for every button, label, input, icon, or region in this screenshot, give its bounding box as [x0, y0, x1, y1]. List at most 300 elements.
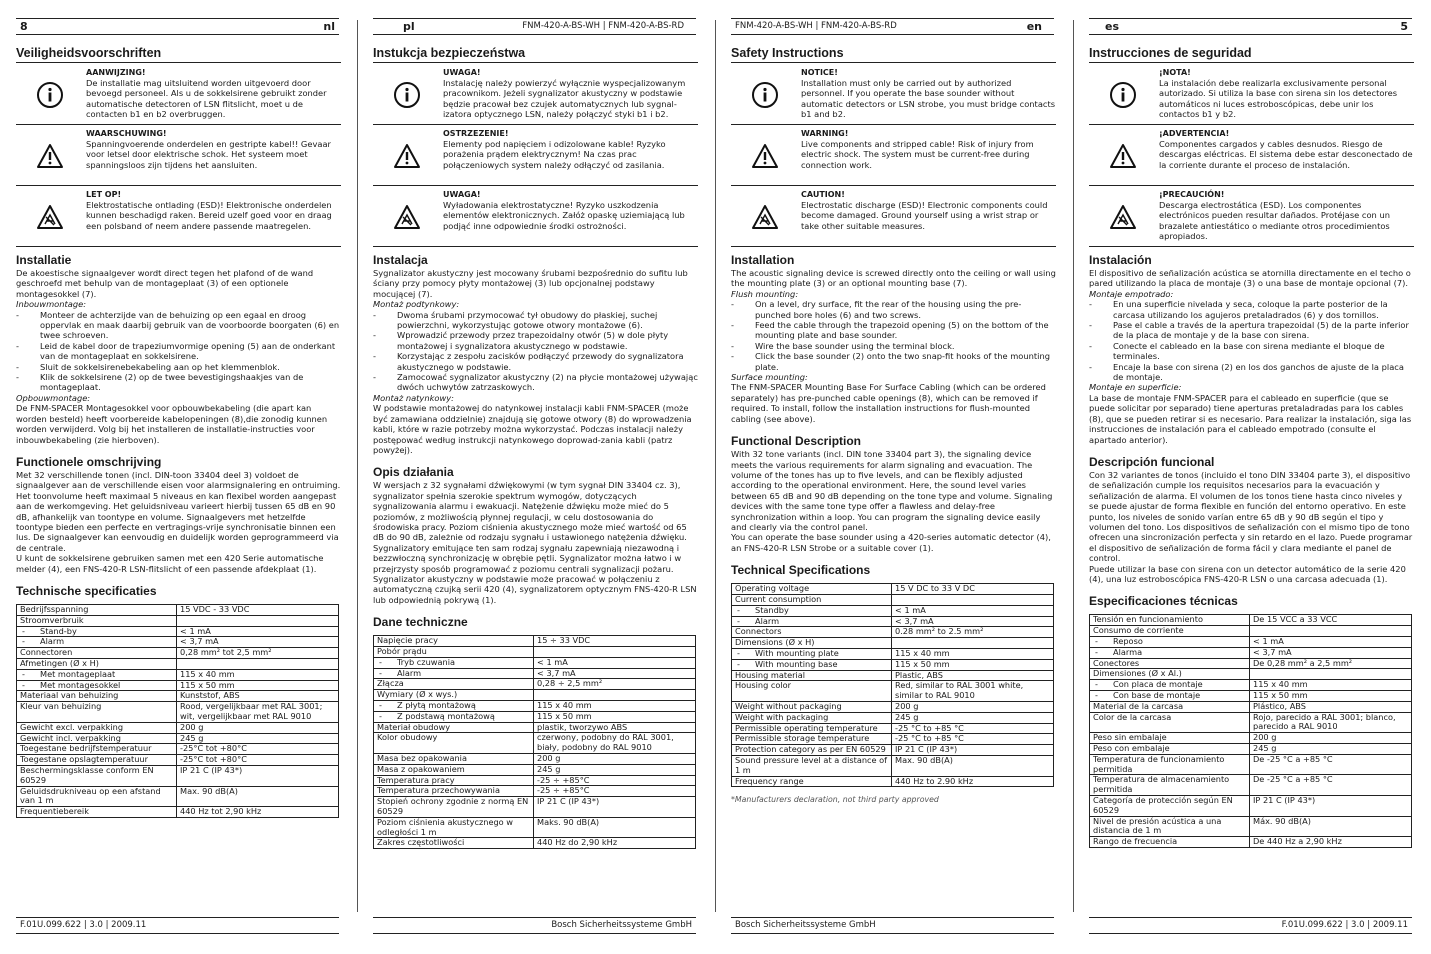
- table-row: [17, 744, 339, 755]
- spec-value: 440 Hz to 2.90 kHz: [892, 776, 1054, 787]
- table-row: [1090, 795, 1412, 816]
- list-item: - Encaje la base con sirena (2) en los dos ganchos de ajuste de la placa de montaje.: [1089, 362, 1414, 383]
- table-row: [374, 722, 696, 733]
- notice-title: LET OP!: [86, 190, 122, 199]
- spec-value: 440 Hz do 2,90 kHz: [534, 838, 696, 849]
- spec-label: Toegestane opslagtemperatuur: [17, 755, 177, 766]
- spec-label: Material de la carcasa: [1090, 701, 1250, 712]
- notice-text: Elementy pod napięciem i odizolowane kable! Ryzyko porażenia prądem elektrycznym! Na czas prac połączeniowych system należy odłączyć od zasilania.: [443, 139, 666, 170]
- func-title: Descripción funcional: [1089, 454, 1215, 469]
- spec-label: Operating voltage: [732, 584, 892, 595]
- spec-value: 115 x 40 mm: [1250, 680, 1412, 691]
- spec-label: - Alarm: [374, 668, 534, 679]
- spec-label: Temperatura pracy: [374, 775, 534, 786]
- table-row: [732, 755, 1054, 776]
- spec-value: 115 x 50 mm: [534, 711, 696, 722]
- spec-label: Peso con embalaje: [1090, 743, 1250, 754]
- notice-box: [731, 189, 1056, 247]
- table-row: [1090, 615, 1412, 626]
- spec-value: 0.28 mm² to 2.5 mm²: [892, 627, 1054, 638]
- spec-label: Peso sin embalaje: [1090, 733, 1250, 744]
- table-row: [17, 807, 339, 818]
- safety-title: Veiligheidsvoorschriften: [16, 46, 341, 63]
- table-row: [732, 712, 1054, 723]
- spec-label: - Stand-by: [17, 626, 177, 637]
- footer-right: Bosch Sicherheitssysteme GmbH: [551, 920, 692, 930]
- notice-text: Installation must only be carried out by authorized personnel. If you operate the base sounder without automatic detectors or LSN strobe, you must bridge contacts b1 and b2.: [801, 78, 1056, 120]
- list-item: - Wire the base sounder using the terminal block.: [731, 341, 1056, 351]
- table-row: [374, 657, 696, 668]
- table-row: [732, 584, 1054, 595]
- spec-value: 115 x 50 mm: [177, 680, 339, 691]
- list-item: - Feed the cable through the trapezoid opening (5) on the bottom of the mounting plate and base sounder.: [731, 320, 1056, 341]
- table-row: [17, 722, 339, 733]
- notice-title: ¡NOTA!: [1159, 68, 1191, 77]
- page-header: [1089, 18, 1412, 35]
- spec-label: Frequentiebereik: [17, 807, 177, 818]
- install-intro: De akoestische signaalgever wordt direct tegen het plafond of de wand geschroefd met behulp van de montageplaat (3) of een optionele montagesokkel (7).: [16, 268, 314, 299]
- spec-label: Beschermingsklasse conform EN 60529: [17, 765, 177, 786]
- spec-value: Plástico, ABS: [1250, 701, 1412, 712]
- table-row: [1090, 690, 1412, 701]
- table-row: [17, 648, 339, 659]
- func-title: Opis działania: [373, 465, 454, 480]
- table-row: [1090, 712, 1412, 733]
- spec-label: Kleur van behuizing: [17, 702, 177, 723]
- spec-title: Technical Specifications: [731, 563, 871, 578]
- table-row: [374, 764, 696, 775]
- spec-label: Permissible operating temperature: [732, 723, 892, 734]
- spec-label: Materiał obudowy: [374, 722, 534, 733]
- spec-value: 440 Hz tot 2,90 kHz: [177, 807, 339, 818]
- table-row: [374, 636, 696, 647]
- table-row: [732, 701, 1054, 712]
- flush-title: Flush mounting:: [731, 288, 799, 299]
- spec-value: 15 V DC to 33 V DC: [892, 584, 1054, 595]
- flush-steps: [1089, 299, 1414, 382]
- spec-value: 245 g: [892, 712, 1054, 723]
- table-row: [17, 786, 339, 807]
- notice-title: ¡ADVERTENCIA!: [1159, 129, 1230, 138]
- info-icon: [751, 81, 779, 109]
- table-row: [17, 626, 339, 637]
- spec-value: < 1 mA: [177, 626, 339, 637]
- table-row: [732, 659, 1054, 670]
- spec-label: - Alarma: [1090, 647, 1250, 658]
- spec-value: 115 x 40 mm: [892, 648, 1054, 659]
- spec-value: 115 x 40 mm: [177, 669, 339, 680]
- info-icon: [393, 81, 421, 109]
- spec-title: Especificaciones técnicas: [1089, 594, 1238, 609]
- spec-value: 200 g: [177, 722, 339, 733]
- spec-label: Materiaal van behuizing: [17, 691, 177, 702]
- spec-label: Protection category as per EN 60529: [732, 745, 892, 756]
- table-row: [1090, 636, 1412, 647]
- spec-label: Weight with packaging: [732, 712, 892, 723]
- spec-label: Frequency range: [732, 776, 892, 787]
- table-row: [374, 700, 696, 711]
- spec-value: [1250, 626, 1412, 637]
- list-item: - En una superficie nivelada y seca, coloque la parte posterior de la carcasa utilizando los agujeros pretaladrados (6) y dos tornillos.: [1089, 299, 1414, 320]
- table-row: [17, 765, 339, 786]
- surface-text: The FNM-SPACER Mounting Base For Surface Cabling (which can be ordered separately) has pre-punched cable openings (8), which can be removed if required. To install, follow the installation instructions for flush-mounted cabling (see above).: [731, 382, 1046, 424]
- flush-steps: [373, 310, 698, 393]
- spec-title: Dane techniczne: [373, 615, 468, 630]
- spec-table: [16, 604, 339, 818]
- spec-label: - Standby: [732, 605, 892, 616]
- list-item: - On a level, dry surface, fit the rear of the housing using the pre-punched bore holes (6) and two screws.: [731, 299, 1056, 320]
- spec-label: Poziom ciśnienia akustycznego w odległości 1 m: [374, 817, 534, 838]
- spec-value: 0,28 ÷ 2,5 mm²: [534, 679, 696, 690]
- table-row: [1090, 837, 1412, 848]
- esd-warning-icon: [751, 203, 779, 231]
- spec-label: Stroomverbruik: [17, 615, 177, 626]
- table-row: [732, 616, 1054, 627]
- spec-label: - Met montageplaat: [17, 669, 177, 680]
- spec-label: Weight without packaging: [732, 701, 892, 712]
- table-row: [1090, 701, 1412, 712]
- notice-title: AANWIJZING!: [86, 68, 146, 77]
- spec-label: Afmetingen (Ø x H): [17, 658, 177, 669]
- page-footer: [731, 917, 1054, 934]
- spec-value: De -25 °C a +85 °C: [1250, 775, 1412, 796]
- page-pl: [373, 0, 713, 954]
- footer-left: F.01U.099.622 | 3.0 | 2009.11: [20, 920, 147, 930]
- warning-icon: [36, 142, 64, 170]
- spec-label: Napięcie pracy: [374, 636, 534, 647]
- table-row: [374, 690, 696, 701]
- table-row: [732, 723, 1054, 734]
- notice-title: ¡PRECAUCIÓN!: [1159, 190, 1225, 199]
- spec-label: - With mounting plate: [732, 648, 892, 659]
- func-title: Functional Description: [731, 434, 862, 449]
- spec-label: - Z podstawą montażową: [374, 711, 534, 722]
- spec-label: Sound pressure level at a distance of 1 m: [732, 755, 892, 776]
- spec-value: Máx. 90 dB(A): [1250, 816, 1412, 837]
- spec-value: -25°C tot +80°C: [177, 755, 339, 766]
- spec-value: < 1 mA: [1250, 636, 1412, 647]
- notice-box: [373, 128, 698, 186]
- spec-label: - Con base de montaje: [1090, 690, 1250, 701]
- spec-value: 15 ÷ 33 VDC: [534, 636, 696, 647]
- spec-label: Conectores: [1090, 658, 1250, 669]
- language-code: nl: [323, 20, 335, 33]
- notice-text: La instalación debe realizarla exclusivamente personal autorizado. Si utiliza la base con sirena sin los detectores automáticos ni luces estroboscópicas, debe unir los contactos b1 y b2.: [1159, 78, 1398, 120]
- func-text: With 32 tone variants (incl. DIN tone 33404 part 3), the signaling device meets the various requirements for alarm signaling and evacuation. The volume of the tones has up to five levels, and can be flexibly adjusted according to the operational environment. Here, the sound level varies between 65 dB and 90 dB depending on the tone type and volume. Signaling devices with the same tone type offer a flawless and delay-free synchronization within a loop. You can program the signaling device easily and clearly via the control panel.: [731, 449, 1053, 532]
- spec-title: Technische specificaties: [16, 583, 157, 598]
- spec-label: Housing material: [732, 670, 892, 681]
- table-row: [374, 786, 696, 797]
- language-code: es: [1105, 20, 1120, 33]
- func-text-2: Sygnalizator akustyczny w podstawie może pracować w połączeniu z automatyczną czujką serii 420 (4), sygnalizatorem optycznym FNS-420-R LSN lub odpowiednią pokrywą (1).: [373, 573, 697, 605]
- surface-title: Montaż natynkowy:: [373, 392, 454, 403]
- table-row: [1090, 658, 1412, 669]
- table-row: [1090, 669, 1412, 680]
- notice-box: [1089, 189, 1414, 247]
- table-row: [17, 604, 339, 615]
- notice-box: [731, 67, 1056, 125]
- notice-title: WAARSCHUWING!: [86, 129, 167, 138]
- page-es: [1089, 0, 1429, 954]
- spec-value: [534, 690, 696, 701]
- footer-left: Bosch Sicherheitssysteme GmbH: [735, 920, 876, 930]
- product-code: FNM-420-A-BS-WH | FNM-420-A-BS-RD: [735, 21, 897, 31]
- page-nl: [16, 0, 356, 954]
- notice-text: Descarga electrostática (ESD). Los componentes electrónicos pueden resultar dañados. Protéjase con un brazalete antiestático o mediante otros procedimientos apropiados.: [1159, 200, 1390, 242]
- spec-table: [1089, 614, 1412, 848]
- table-row: [1090, 626, 1412, 637]
- notice-box: [1089, 67, 1414, 125]
- spec-value: < 1 mA: [534, 657, 696, 668]
- table-row: [732, 776, 1054, 787]
- spec-label: - Reposo: [1090, 636, 1250, 647]
- spec-label: Dimensions (Ø x H): [732, 638, 892, 649]
- table-row: [374, 711, 696, 722]
- notice-box: [16, 67, 341, 125]
- spec-value: < 1 mA: [892, 605, 1054, 616]
- table-row: [1090, 733, 1412, 744]
- warning-icon: [751, 142, 779, 170]
- spec-label: Gewicht incl. verpakking: [17, 733, 177, 744]
- surface-text: De FNM-SPACER Montagesokkel voor opbouwbekabeling (die apart kan worden besteld) heeft voorbereide kabelopeningen (8),die zonodig kunnen worden verwijderd. Volg bij het installeren de installatie-instructies voor inbouwbekabeling (zie hierboven).: [16, 403, 328, 445]
- warning-icon: [393, 142, 421, 170]
- notice-box: [373, 189, 698, 247]
- table-row: [732, 670, 1054, 681]
- func-text-2: U kunt de sokkelsirene gebruiken samen met een 420 Serie automatische melder (4), een FNS-420-R LSN-flitslicht of een passende afdekplaat (1).: [16, 553, 324, 574]
- func-title: Functionele omschrijving: [16, 454, 162, 469]
- page-footer: [1089, 917, 1412, 934]
- list-item: - Click the base sounder (2) onto the two snap-fit hooks of the mounting plate.: [731, 351, 1056, 372]
- spec-value: [534, 646, 696, 657]
- spec-label: Permissible storage temperature: [732, 734, 892, 745]
- notice-title: WARNING!: [801, 129, 849, 138]
- spec-label: - Tryb czuwania: [374, 657, 534, 668]
- spec-value: 200 g: [892, 701, 1054, 712]
- flush-title: Montaż podtynkowy:: [373, 299, 460, 310]
- table-row: [732, 605, 1054, 616]
- install-title: Instalación: [1089, 253, 1152, 267]
- list-item: - Pase el cable a través de la apertura trapezoidal (5) de la parte inferior de la placa de montaje y de la base con sirena.: [1089, 320, 1414, 341]
- spec-value: De 0,28 mm² a 2,5 mm²: [1250, 658, 1412, 669]
- spec-value: 245 g: [534, 764, 696, 775]
- install-title: Instalacja: [373, 253, 428, 267]
- spec-value: Max. 90 dB(A): [177, 786, 339, 807]
- spec-label: Zakres częstotliwości: [374, 838, 534, 849]
- safety-title: Instukcja bezpieczeństwa: [373, 46, 698, 63]
- page-header: [373, 18, 696, 35]
- table-row: [17, 691, 339, 702]
- table-row: [1090, 754, 1412, 775]
- spec-value: -25 ÷ +85°C: [534, 775, 696, 786]
- table-row: [374, 775, 696, 786]
- func-text-2: You can operate the base sounder using a 420-series automatic detector (4), an FNS-420-R LSN Strobe or a suitable cover (1).: [731, 532, 1051, 553]
- table-row: [732, 648, 1054, 659]
- flush-steps: [16, 310, 341, 393]
- flush-title: Montaje empotrado:: [1089, 288, 1174, 299]
- install-title: Installation: [731, 253, 795, 267]
- spec-label: Dimensiones (Ø x Al.): [1090, 669, 1250, 680]
- esd-warning-icon: [393, 203, 421, 231]
- table-row: [17, 702, 339, 723]
- notice-text: Electrostatic discharge (ESD)! Electronic components could become damaged. Ground yourself using a wrist strap or take other suitable measures.: [801, 200, 1048, 231]
- safety-title: Safety Instructions: [731, 46, 1056, 63]
- table-row: [17, 615, 339, 626]
- spec-label: Tensión en funcionamiento: [1090, 615, 1250, 626]
- info-icon: [36, 81, 64, 109]
- product-code: FNM-420-A-BS-WH | FNM-420-A-BS-RD: [522, 21, 684, 31]
- spec-value: 200 g: [1250, 733, 1412, 744]
- surface-title: Opbouwmontage:: [16, 392, 91, 403]
- list-item: - Monteer de achterzijde van de behuizing op een egaal en droog oppervlak en maak daarbij gebruik van de voorboorde boorgaten (6) en twee schroeven.: [16, 310, 341, 341]
- table-row: [17, 680, 339, 691]
- notice-text: De installatie mag uitsluitend worden uitgevoerd door bevoegd personeel. Als u de sokkelsirene gebruikt zonder automatische detectoren of LSN flitslicht, moet u de contacten b1 en b2 overbruggen.: [86, 78, 327, 120]
- table-row: [17, 637, 339, 648]
- spec-label: Geluidsdrukniveau op een afstand van 1 m: [17, 786, 177, 807]
- list-item: - Conecte el cableado en la base con sirena mediante el bloque de terminales.: [1089, 341, 1414, 362]
- func-text: Con 32 variantes de tonos (incluido el tono DIN 33404 parte 3), el dispositivo de señalización cumple los requisitos necesarios para la evacuación y señalización de alarma. El volumen de los tonos tiene hasta cinco niveles y se puede ajustar de forma flexible en función del entorno operativo. En este punto, los niveles de sonido varían entre 65 dB y 90 dB según el tipo y volumen del tono. Los dispositivos de señalización con el mismo tipo de tono ofrecen una sincronización perfecta y sin retardo en el lazo. Puede programar el dispositivo de señalización de forma fácil y clara mediante el panel de control.: [1089, 469, 1413, 564]
- warning-icon: [1109, 142, 1137, 170]
- spec-label: - Z płytą montażową: [374, 700, 534, 711]
- surface-text: La base de montaje FNM-SPACER para el cableado en superficie (que se puede solicitar por separado) tiene aperturas pretaladradas para los cables (8), que se pueden retirar si es necesario. Para realizar la instalación, siga las instrucciones de instalación para el cableado empotrado (consulte el apartado anterior).: [1089, 392, 1412, 445]
- spec-label: Stopień ochrony zgodnie z normą EN 60529: [374, 797, 534, 818]
- list-item: - Wprowadzić przewody przez trapezoidalny otwór (5) w dole płyty montażowej i sygnalizatora akustycznego w podstawie.: [373, 330, 698, 351]
- spec-label: Masa bez opakowania: [374, 753, 534, 764]
- table-row: [1090, 775, 1412, 796]
- spec-value: [177, 615, 339, 626]
- page-number: 8: [20, 20, 28, 33]
- spec-label: Temperatura de almacenamiento permitida: [1090, 775, 1250, 796]
- notice-box: [16, 189, 341, 247]
- spec-value: < 3,7 mA: [1250, 647, 1412, 658]
- list-item: - Leid de kabel door de trapeziumvormige opening (5) aan de onderkant van de montageplaat en sokkelsirene.: [16, 341, 341, 362]
- table-row: [17, 733, 339, 744]
- spec-value: -25°C tot +80°C: [177, 744, 339, 755]
- page-header: [16, 18, 339, 35]
- footer-right: F.01U.099.622 | 3.0 | 2009.11: [1281, 920, 1408, 930]
- notice-box: [731, 128, 1056, 186]
- spec-value: IP 21 C (IP 43*): [892, 745, 1054, 756]
- table-row: [1090, 816, 1412, 837]
- spec-label: Rango de frecuencia: [1090, 837, 1250, 848]
- spec-value: Rood, vergelijkbaar met RAL 3001; wit, vergelijkbaar met RAL 9010: [177, 702, 339, 723]
- page-footer: [373, 917, 696, 934]
- func-text: W wersjach z 32 sygnałami dźwiękowymi (w tym sygnał DIN 33404 cz. 3), sygnalizator spełnia szerokie spektrum wymogów, dotyczących sygnalizowania alarmu i ewakuacji. Natężenie dźwięku może mieć do 5 poziomów, z możliwością płynnej regulacji, w celu dostosowania do środowiska pracy. Poziom ciśnienia akustycznego może mieć wartość od 65 dB do 90 dB, zależnie od rodzaju sygnału i ustawionego natężenia dźwięku. Sygnalizatory emitujące ten sam rodzaj sygnału zapewniają niezawodną i bezzwłoczną synchronizację w obrębie pętli. Sygnalizator można łatwo i w przejrzysty sposób programować z poziomu centrali sygnalizacji pożaru.: [373, 480, 687, 574]
- spec-label: Pobór prądu: [374, 646, 534, 657]
- table-row: [374, 668, 696, 679]
- spec-value: Maks. 90 dB(A): [534, 817, 696, 838]
- notice-title: UWAGA!: [443, 68, 481, 77]
- table-row: [374, 646, 696, 657]
- page-en: [731, 0, 1071, 954]
- spec-label: Gewicht excl. verpakking: [17, 722, 177, 733]
- spec-table: [731, 583, 1054, 787]
- table-row: [17, 755, 339, 766]
- safety-title: Instrucciones de seguridad: [1089, 46, 1414, 63]
- install-title: Installatie: [16, 253, 72, 267]
- spec-label: Wymiary (Ø x wys.): [374, 690, 534, 701]
- spec-value: [1250, 669, 1412, 680]
- func-text: Met 32 verschillende tonen (incl. DIN-toon 33404 deel 3) voldoet de signaalgever aan de verschillende eisen voor alarmsignalering en ontruiming. Het toonvolume heeft maximaal 5 niveaus en kan flexibel worden aangepast aan de werkomgeving. Het geluidsniveau varieert hierbij tussen 65 dB en 90 dB, afhankelijk van toontype en volume. Signaalgevers met hetzelfde toontype bieden een perfecte en vertragings-vrije synchronisatie binnen een lus. De signaalgever kan eenvoudig en duidelijk worden geprogrammeerd via de centrale.: [16, 469, 341, 553]
- notice-title: UWAGA!: [443, 190, 481, 199]
- table-row: [732, 681, 1054, 702]
- table-row: [732, 734, 1054, 745]
- spec-value: 200 g: [534, 753, 696, 764]
- table-row: [732, 594, 1054, 605]
- spec-value: Red, similar to RAL 3001 white, similar to RAL 9010: [892, 681, 1054, 702]
- spec-value: 15 VDC - 33 VDC: [177, 604, 339, 615]
- spec-table: [373, 635, 696, 849]
- surface-title: Surface mounting:: [731, 372, 808, 383]
- spec-value: < 3,7 mA: [534, 668, 696, 679]
- notice-title: OSTRZEZENIE!: [443, 129, 509, 138]
- language-code: en: [1026, 20, 1042, 33]
- spec-label: - Alarm: [732, 616, 892, 627]
- notice-text: Spanningvoerende onderdelen en gestripte kabel!! Gevaar voor letsel door elektrische schok. Het systeem moet spanningsloos zijn tijdens het aansluiten.: [86, 139, 331, 170]
- table-row: [1090, 743, 1412, 754]
- notice-text: Elektrostatische ontlading (ESD)! Elektronische onderdelen kunnen beschadigd raken. Bereid uzelf goed voor en draag een polsband of neem andere passende maatregelen.: [86, 200, 332, 231]
- esd-warning-icon: [36, 203, 64, 231]
- page-header: [731, 18, 1054, 35]
- spec-value: czerwony, podobny do RAL 3001, biały, podobny do RAL 9010: [534, 733, 696, 754]
- spec-value: [892, 638, 1054, 649]
- spec-label: Categoría de protección según EN 60529: [1090, 795, 1250, 816]
- table-row: [374, 817, 696, 838]
- spec-value: 115 x 40 mm: [534, 700, 696, 711]
- spec-label: Current consumption: [732, 594, 892, 605]
- spec-label: Consumo de corriente: [1090, 626, 1250, 637]
- table-row: [374, 679, 696, 690]
- spec-value: -25 ÷ +85°C: [534, 786, 696, 797]
- notice-box: [1089, 128, 1414, 186]
- spec-label: Masa z opakowaniem: [374, 764, 534, 775]
- language-code: pl: [403, 20, 415, 33]
- notice-box: [16, 128, 341, 186]
- notice-box: [373, 67, 698, 125]
- page-number: 5: [1400, 20, 1408, 33]
- spec-value: -25 °C to +85 °C: [892, 734, 1054, 745]
- info-icon: [1109, 81, 1137, 109]
- table-row: [1090, 647, 1412, 658]
- table-row: [732, 627, 1054, 638]
- spec-value: Rojo, parecido a RAL 3001; blanco, parecido a RAL 9010: [1250, 712, 1412, 733]
- install-intro: El dispositivo de señalización acústica se atornilla directamente en el techo o pared utilizando la placa de montaje (3) o una base de montaje opcional (7).: [1089, 268, 1411, 289]
- surface-text: W podstawie montażowej do natynkowej instalacji kabli FNM-SPACER (może być zamawiana oddzielnie) znajdują się gotowe otwory (8) do wprowadzenia kabli, które w razie potrzeby można wykorzystać. Podczas instalacji należy postępować według instrukcji natynkowego doprowad-zania kabli (patrz powyżej).: [373, 403, 692, 455]
- spec-label: - Alarm: [17, 637, 177, 648]
- notice-text: Wyładowania elektrostatyczne! Ryzyko uszkodzenia elementów elektronicznych. Załóż opaskę uziemiającą lub podjąć inne odpowiednie środki ostrożności.: [443, 200, 685, 231]
- spec-value: 115 x 50 mm: [892, 659, 1054, 670]
- spec-value: Plastic, ABS: [892, 670, 1054, 681]
- install-intro: The acoustic signaling device is screwed directly onto the ceiling or wall using the mounting plate (3) or an optional mounting base (7).: [731, 268, 1056, 289]
- spec-value: < 3,7 mA: [892, 616, 1054, 627]
- spec-label: Kolor obudowy: [374, 733, 534, 754]
- table-row: [732, 638, 1054, 649]
- spec-value: IP 21 C (IP 43*): [177, 765, 339, 786]
- spec-label: Nivel de presión acústica a una distancia de 1 m: [1090, 816, 1250, 837]
- spec-value: 245 g: [1250, 743, 1412, 754]
- table-row: [374, 797, 696, 818]
- spec-value: [177, 658, 339, 669]
- spec-label: - Con placa de montaje: [1090, 680, 1250, 691]
- table-row: [374, 838, 696, 849]
- spec-value: De -25 °C a +85 °C: [1250, 754, 1412, 775]
- spec-label: Temperatura przechowywania: [374, 786, 534, 797]
- list-item: - Dwoma śrubami przymocować tył obudowy do płaskiej, suchej powierzchni, wykorzystując gotowe otwory montażowe (6).: [373, 310, 698, 331]
- table-row: [374, 753, 696, 764]
- table-row: [17, 669, 339, 680]
- spec-label: Toegestane bedrijfstemperatuur: [17, 744, 177, 755]
- spec-value: 0,28 mm² tot 2,5 mm²: [177, 648, 339, 659]
- spec-value: Kunststof, ABS: [177, 691, 339, 702]
